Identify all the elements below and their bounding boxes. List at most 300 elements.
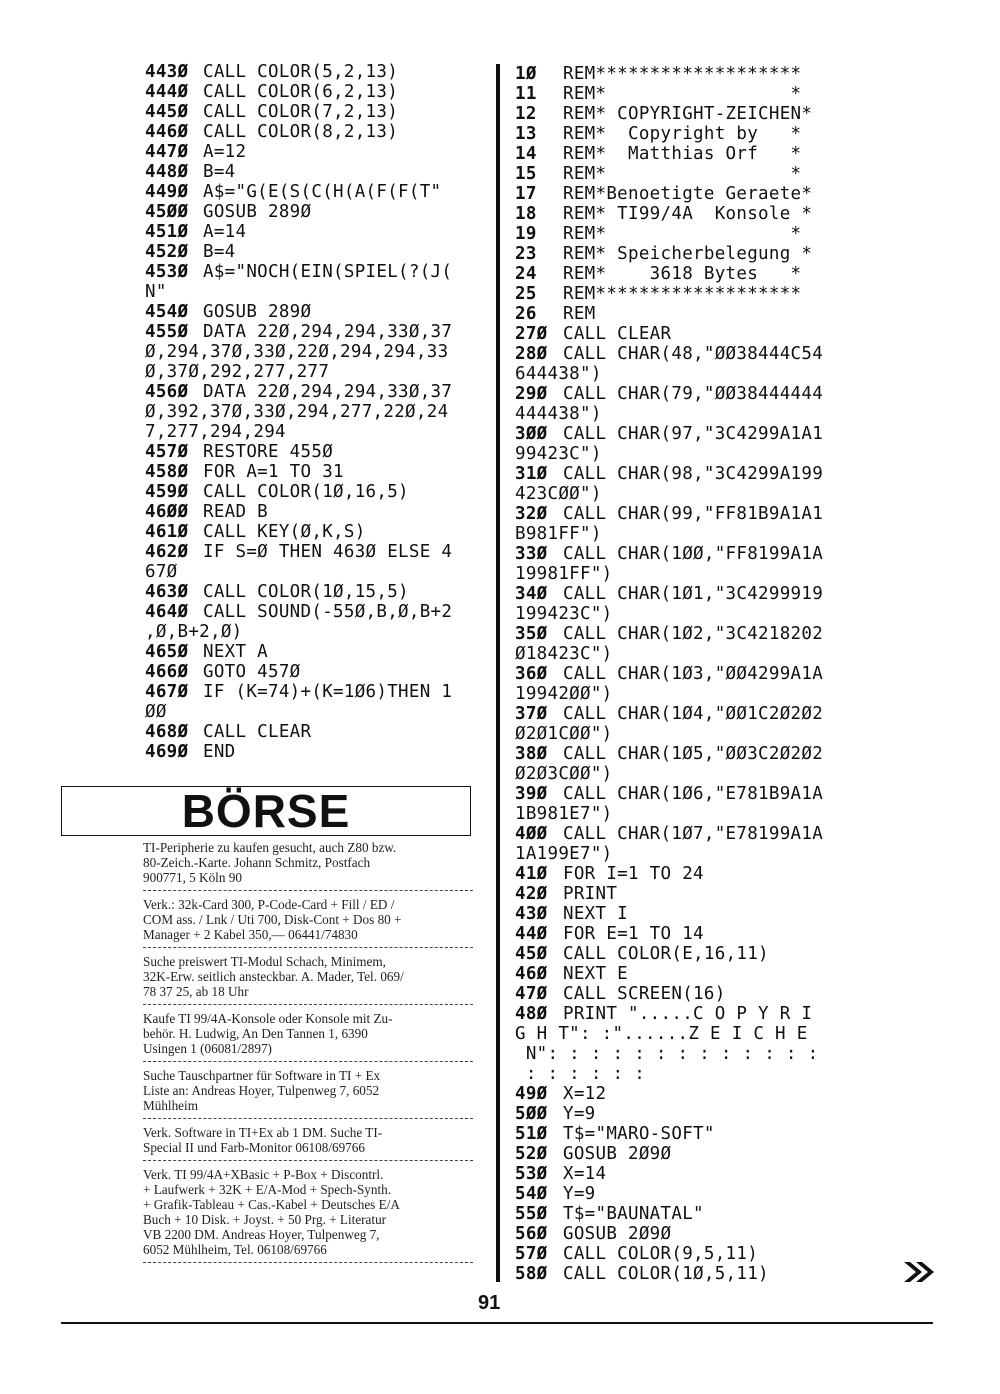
code-line [145, 62, 490, 82]
line-number: 58Ø [515, 1264, 548, 1284]
code-text: 199423C") [515, 604, 613, 624]
code-text: Ø,37Ø,292,277,277 [145, 362, 330, 382]
line-number: 23 [515, 244, 537, 264]
code-text: T$="MARO-SOFT" [563, 1124, 715, 1144]
line-number: 38Ø [515, 744, 548, 764]
code-text: Ø,392,37Ø,33Ø,294,277,22Ø,24 [145, 402, 449, 422]
code-line [145, 622, 490, 642]
code-line [515, 604, 865, 624]
code-line [515, 484, 865, 504]
code-text: A=12 [203, 142, 247, 162]
code-text: REM* COPYRIGHT-ZEICHEN* [563, 104, 813, 124]
code-line [515, 164, 865, 184]
code-text: X=14 [563, 1164, 607, 1184]
code-line [145, 742, 490, 762]
code-text: A=14 [203, 222, 247, 242]
code-line [515, 1224, 865, 1244]
code-text: Ø,294,37Ø,33Ø,22Ø,294,294,33 [145, 342, 449, 362]
line-number: 13 [515, 124, 537, 144]
code-line [515, 284, 865, 304]
code-line [145, 282, 490, 302]
code-line [515, 684, 865, 704]
ad-text-line: Suche Tauschpartner für Software in TI + Ex [143, 1068, 381, 1083]
ad-text-line: 32K-Erw. seitlich ansteckbar. A. Mader, Tel. 069/ [143, 969, 404, 984]
code-line [145, 202, 490, 222]
code-text: REM* * [563, 164, 802, 184]
column-divider [496, 64, 500, 1282]
code-text: FOR I=1 TO 24 [563, 864, 704, 884]
code-line [145, 482, 490, 502]
code-text: CALL COLOR(8,2,13) [203, 122, 399, 142]
line-number: 31Ø [515, 464, 548, 484]
code-line [515, 764, 865, 784]
code-line [515, 444, 865, 464]
classified-ad [143, 954, 473, 1005]
code-line [515, 204, 865, 224]
line-number: 46ØØ [145, 502, 189, 522]
code-text: RESTORE 455Ø [203, 442, 334, 462]
line-number: 464Ø [145, 602, 189, 622]
line-number: 35Ø [515, 624, 548, 644]
code-line [515, 784, 865, 804]
code-text: CALL CHAR(1Ø7,"E78199A1A [563, 824, 824, 844]
code-line [145, 222, 490, 242]
code-text: N" [145, 282, 167, 302]
line-number: 466Ø [145, 662, 189, 682]
code-line [515, 1124, 865, 1144]
line-number: 55Ø [515, 1204, 548, 1224]
code-text: A$="NOCH(EIN(SPIEL(?(J( [203, 262, 453, 282]
code-text: REM* Copyright by * [563, 124, 802, 144]
line-number: 57Ø [515, 1244, 548, 1264]
code-line [515, 524, 865, 544]
line-number: 462Ø [145, 542, 189, 562]
line-number: 457Ø [145, 442, 189, 462]
code-line [515, 384, 865, 404]
code-text: CALL CLEAR [203, 722, 312, 742]
code-text: CALL CHAR(1Ø2,"3C4218202 [563, 624, 824, 644]
line-number: 5ØØ [515, 1104, 548, 1124]
code-line [145, 542, 490, 562]
classified-ad [143, 1068, 473, 1119]
code-text: CALL CHAR(1Ø5,"ØØ3C2Ø2Ø2 [563, 744, 824, 764]
ad-text-line: Manager + 2 Kabel 350,— 06441/74830 [143, 927, 358, 942]
code-line [515, 624, 865, 644]
code-text: CALL CLEAR [563, 324, 672, 344]
code-line [515, 424, 865, 444]
line-number: 43Ø [515, 904, 548, 924]
code-text: GOSUB 289Ø [203, 202, 312, 222]
code-line [145, 722, 490, 742]
code-text: REM* Matthias Orf * [563, 144, 802, 164]
code-text: PRINT [563, 884, 618, 904]
classified-ad [143, 1125, 473, 1161]
code-text: CALL CHAR(79,"ØØ38444444 [563, 384, 824, 404]
line-number: 17 [515, 184, 537, 204]
code-text: REM* * [563, 84, 802, 104]
ad-text-line: 78 37 25, ab 18 Uhr [143, 984, 249, 999]
ad-text-line: + Laufwerk + 32K + E/A-Mod + Spech-Synth. [143, 1182, 392, 1197]
code-line [515, 464, 865, 484]
right-code-listing [515, 64, 865, 1284]
line-number: 445Ø [145, 102, 189, 122]
code-text: FOR A=1 TO 31 [203, 462, 344, 482]
bottom-rule [61, 1322, 933, 1324]
code-line [145, 322, 490, 342]
code-line [145, 702, 490, 722]
line-number: 465Ø [145, 642, 189, 662]
line-number: 1Ø [515, 64, 537, 84]
code-text: CALL COLOR(6,2,13) [203, 82, 399, 102]
code-text: REM [563, 304, 596, 324]
code-line [145, 562, 490, 582]
code-line [515, 324, 865, 344]
code-line [145, 142, 490, 162]
line-number: 33Ø [515, 544, 548, 564]
line-number: 448Ø [145, 162, 189, 182]
boerse-title: BÖRSE [181, 785, 351, 837]
code-text: B=4 [203, 162, 236, 182]
code-line [515, 244, 865, 264]
code-line [145, 502, 490, 522]
code-text: REM*Benoetigte Geraete* [563, 184, 813, 204]
code-text: T$="BAUNATAL" [563, 1204, 704, 1224]
code-text: CALL CHAR(48,"ØØ38444C54 [563, 344, 824, 364]
code-text: 7,277,294,294 [145, 422, 286, 442]
line-number: 468Ø [145, 722, 189, 742]
line-number: 37Ø [515, 704, 548, 724]
line-number: 459Ø [145, 482, 189, 502]
line-number: 444Ø [145, 82, 189, 102]
code-line [515, 724, 865, 744]
line-number: 3ØØ [515, 424, 548, 444]
code-line [515, 584, 865, 604]
code-text: CALL COLOR(E,16,11) [563, 944, 769, 964]
code-line [515, 1004, 865, 1024]
code-line [515, 344, 865, 364]
line-number: 452Ø [145, 242, 189, 262]
code-line [515, 744, 865, 764]
line-number: 24 [515, 264, 537, 284]
code-line [145, 362, 490, 382]
code-line [515, 504, 865, 524]
left-code-listing [145, 62, 490, 762]
line-number: 463Ø [145, 582, 189, 602]
code-line [145, 122, 490, 142]
line-number: 19 [515, 224, 537, 244]
code-line [515, 364, 865, 384]
ad-text-line: Mühlheim [143, 1098, 198, 1113]
code-line [145, 602, 490, 622]
code-line [145, 262, 490, 282]
boerse-header-box [61, 786, 471, 836]
ad-text-line: + Grafik-Tableau + Cas.-Kabel + Deutsches E/A [143, 1197, 400, 1212]
code-line [515, 824, 865, 844]
line-number: 446Ø [145, 122, 189, 142]
line-number: 12 [515, 104, 537, 124]
code-line [515, 1064, 865, 1084]
code-text: CALL CHAR(1Ø1,"3C4299919 [563, 584, 824, 604]
code-text: CALL CHAR(1Ø6,"E781B9A1A [563, 784, 824, 804]
ad-text-line: behör. H. Ludwig, An Den Tannen 1, 6390 [143, 1026, 368, 1041]
code-text: DATA 22Ø,294,294,33Ø,37 [203, 322, 453, 342]
code-line [145, 642, 490, 662]
code-text: REM* 3618 Bytes * [563, 264, 802, 284]
code-text: CALL CHAR(1Ø4,"ØØ1C2Ø2Ø2 [563, 704, 824, 724]
line-number: 14 [515, 144, 537, 164]
ad-text-line: Kaufe TI 99/4A-Konsole oder Konsole mit Zu- [143, 1011, 393, 1026]
code-line [515, 904, 865, 924]
line-number: 46Ø [515, 964, 548, 984]
code-line [515, 264, 865, 284]
code-line [515, 704, 865, 724]
line-number: 18 [515, 204, 537, 224]
code-text: 423CØØ") [515, 484, 602, 504]
line-number: 15 [515, 164, 537, 184]
line-number: 49Ø [515, 1084, 548, 1104]
code-text: NEXT A [203, 642, 269, 662]
code-text: Ø18423C") [515, 644, 613, 664]
code-text: X=12 [563, 1084, 607, 1104]
ad-text-line: Liste an: Andreas Hoyer, Tulpenweg 7, 6052 [143, 1083, 380, 1098]
code-text: CALL CHAR(1ØØ,"FF8199A1A [563, 544, 824, 564]
code-text: CALL CHAR(97,"3C4299A1A1 [563, 424, 824, 444]
ad-text-line: Special II und Farb-Monitor 06108/69766 [143, 1140, 365, 1155]
code-text: CALL SOUND(-55Ø,B,Ø,B+2 [203, 602, 453, 622]
ad-text-line: VB 2200 DM. Andreas Hoyer, Tulpenweg 7, [143, 1227, 380, 1242]
classified-ad [143, 1167, 473, 1263]
code-text: CALL COLOR(9,5,11) [563, 1244, 759, 1264]
code-text: CALL COLOR(1Ø,16,5) [203, 482, 409, 502]
line-number: 469Ø [145, 742, 189, 762]
line-number: 28Ø [515, 344, 548, 364]
code-text: IF (K=74)+(K=1Ø6)THEN 1 [203, 682, 453, 702]
code-line [515, 124, 865, 144]
classified-ad [143, 1011, 473, 1062]
code-line [145, 242, 490, 262]
code-text: 67Ø [145, 562, 178, 582]
code-line [515, 1164, 865, 1184]
code-text: GOSUB 2Ø9Ø [563, 1144, 672, 1164]
code-line [515, 664, 865, 684]
code-text: 1B981E7") [515, 804, 613, 824]
code-text: IF S=Ø THEN 463Ø ELSE 4 [203, 542, 453, 562]
line-number: 52Ø [515, 1144, 548, 1164]
line-number: 56Ø [515, 1224, 548, 1244]
ad-text-line: Buch + 10 Disk. + Joyst. + 50 Prg. + Literatur [143, 1212, 387, 1227]
line-number: 53Ø [515, 1164, 548, 1184]
code-line [145, 182, 490, 202]
code-line [515, 1264, 865, 1284]
code-line [515, 84, 865, 104]
code-line [515, 884, 865, 904]
code-text: REM******************* [563, 284, 802, 304]
code-line [515, 944, 865, 964]
code-text: CALL COLOR(5,2,13) [203, 62, 399, 82]
ad-text-line: Verk. Software in TI+Ex ab 1 DM. Suche TI- [143, 1125, 383, 1140]
code-line [515, 1044, 865, 1064]
line-number: 26 [515, 304, 537, 324]
code-text: Y=9 [563, 1104, 596, 1124]
code-line [145, 302, 490, 322]
code-line [515, 544, 865, 564]
line-number: 44Ø [515, 924, 548, 944]
code-text: CALL KEY(Ø,K,S) [203, 522, 366, 542]
line-number: 25 [515, 284, 537, 304]
code-text: ØØ [145, 702, 167, 722]
line-number: 449Ø [145, 182, 189, 202]
classified-ad [143, 897, 473, 948]
ad-text-line: Verk.: 32k-Card 300, P-Code-Card + Fill / ED / [143, 897, 395, 912]
line-number: 32Ø [515, 504, 548, 524]
code-line [515, 104, 865, 124]
code-text: GOSUB 289Ø [203, 302, 312, 322]
code-text: CALL COLOR(7,2,13) [203, 102, 399, 122]
code-line [515, 404, 865, 424]
line-number: 47Ø [515, 984, 548, 1004]
code-text: GOSUB 2Ø9Ø [563, 1224, 672, 1244]
code-text: NEXT I [563, 904, 629, 924]
line-number: 454Ø [145, 302, 189, 322]
code-text: GOTO 457Ø [203, 662, 301, 682]
code-line [515, 964, 865, 984]
code-line [145, 682, 490, 702]
code-text: 1A199E7") [515, 844, 613, 864]
code-line [515, 844, 865, 864]
page-number: 91 [478, 1292, 501, 1314]
code-text: PRINT ".....C O P Y R I [563, 1004, 813, 1024]
line-number: 54Ø [515, 1184, 548, 1204]
code-text: FOR E=1 TO 14 [563, 924, 704, 944]
line-number: 51Ø [515, 1124, 548, 1144]
line-number: 36Ø [515, 664, 548, 684]
ad-text-line: Verk. TI 99/4A+XBasic + P-Box + Discontrl. [143, 1167, 384, 1182]
code-text: Y=9 [563, 1184, 596, 1204]
line-number: 41Ø [515, 864, 548, 884]
code-text: CALL COLOR(1Ø,5,11) [563, 1264, 769, 1284]
code-text: 99423C") [515, 444, 602, 464]
code-text: END [203, 742, 236, 762]
code-text: CALL SCREEN(16) [563, 984, 726, 1004]
code-text: ,Ø,B+2,Ø) [145, 622, 243, 642]
code-line [515, 64, 865, 84]
code-text: Ø2Ø1CØØ") [515, 724, 613, 744]
code-text: 444438") [515, 404, 602, 424]
classified-ad [143, 840, 473, 891]
code-text: READ B [203, 502, 269, 522]
classified-ads [143, 840, 473, 1269]
code-line [145, 522, 490, 542]
code-line [515, 1204, 865, 1224]
double-arrow-right-icon [902, 1260, 938, 1284]
code-line [515, 1184, 865, 1204]
line-number: 455Ø [145, 322, 189, 342]
line-number: 27Ø [515, 324, 548, 344]
ad-text-line: 900771, 5 Köln 90 [143, 870, 242, 885]
code-line [515, 984, 865, 1004]
line-number: 447Ø [145, 142, 189, 162]
code-text: REM* TI99/4A Konsole * [563, 204, 813, 224]
code-line [515, 1244, 865, 1264]
code-line [515, 184, 865, 204]
line-number: 451Ø [145, 222, 189, 242]
line-number: 458Ø [145, 462, 189, 482]
code-text: CALL COLOR(1Ø,15,5) [203, 582, 409, 602]
line-number: 34Ø [515, 584, 548, 604]
code-text: CALL CHAR(1Ø3,"ØØ4299A1A [563, 664, 824, 684]
code-line [515, 1104, 865, 1124]
code-line [145, 382, 490, 402]
code-line [145, 102, 490, 122]
code-text: A$="G(E(S(C(H(A(F(F(T" [203, 182, 442, 202]
code-line [145, 402, 490, 422]
line-number: 39Ø [515, 784, 548, 804]
code-line [515, 1144, 865, 1164]
code-text: B981FF") [515, 524, 602, 544]
code-line [145, 462, 490, 482]
code-line [515, 144, 865, 164]
line-number: 453Ø [145, 262, 189, 282]
code-line [515, 304, 865, 324]
line-number: 443Ø [145, 62, 189, 82]
code-text: CALL CHAR(98,"3C4299A199 [563, 464, 824, 484]
code-text: DATA 22Ø,294,294,33Ø,37 [203, 382, 453, 402]
ad-text-line: TI-Peripherie zu kaufen gesucht, auch Z80 bzw. [143, 840, 397, 855]
code-line [145, 582, 490, 602]
code-line [515, 564, 865, 584]
ad-text-line: Usingen 1 (06081/2897) [143, 1041, 272, 1056]
line-number: 456Ø [145, 382, 189, 402]
code-text: B=4 [203, 242, 236, 262]
line-number: 461Ø [145, 522, 189, 542]
line-number: 467Ø [145, 682, 189, 702]
code-text: G H T": :"......Z E I C H E [515, 1024, 808, 1044]
code-text: 19981FF") [515, 564, 613, 584]
code-line [515, 924, 865, 944]
ad-text-line: COM ass. / Lnk / Uti 700, Disk-Cont + Dos 80 + [143, 912, 402, 927]
code-line [145, 422, 490, 442]
code-text: NEXT E [563, 964, 629, 984]
line-number: 29Ø [515, 384, 548, 404]
code-text: REM* Speicherbelegung * [563, 244, 813, 264]
code-line [515, 224, 865, 244]
line-number: 42Ø [515, 884, 548, 904]
code-text: REM******************* [563, 64, 802, 84]
ad-text-line: Suche preiswert TI-Modul Schach, Minimem, [143, 954, 386, 969]
line-number: 4ØØ [515, 824, 548, 844]
ad-text-line: 6052 Mühlheim, Tel. 06108/69766 [143, 1242, 327, 1257]
code-text: : : : : : : [515, 1064, 646, 1084]
code-line [145, 162, 490, 182]
code-line [515, 1084, 865, 1104]
code-line [515, 864, 865, 884]
code-text: N": : : : : : : : : : : : : [515, 1044, 819, 1064]
code-line [515, 1024, 865, 1044]
code-line [145, 82, 490, 102]
code-line [145, 442, 490, 462]
code-line [145, 342, 490, 362]
code-line [515, 804, 865, 824]
code-text: Ø2Ø3CØØ") [515, 764, 613, 784]
line-number: 11 [515, 84, 537, 104]
ad-text-line: 80-Zeich.-Karte. Johann Schmitz, Postfach [143, 855, 371, 870]
line-number: 45Ø [515, 944, 548, 964]
code-line [515, 644, 865, 664]
code-text: CALL CHAR(99,"FF81B9A1A1 [563, 504, 824, 524]
code-line [145, 662, 490, 682]
line-number: 45ØØ [145, 202, 189, 222]
code-text: 644438") [515, 364, 602, 384]
